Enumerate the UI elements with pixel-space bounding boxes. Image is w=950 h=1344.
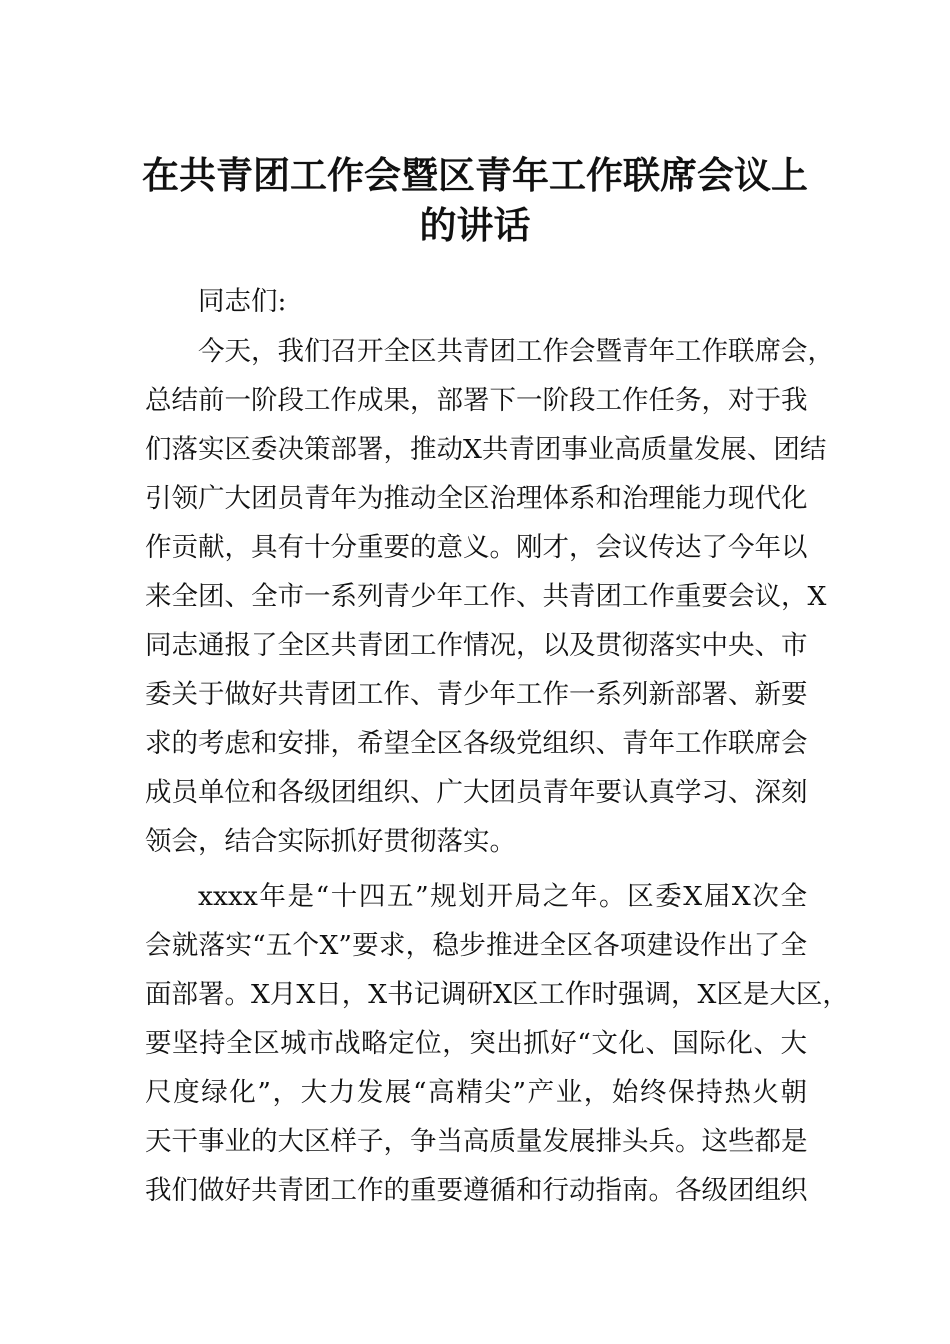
paragraph-line: 作贡献，具有十分重要的意义。刚才，会议传达了今年以	[145, 532, 808, 563]
title-line-1: 在共青团工作会暨区青年工作联席会议上	[142, 153, 808, 197]
paragraph-line: 尺度绿化”，大力发展“高精尖”产业，始终保持热火朝	[145, 1077, 807, 1108]
salutation: 同志们:	[198, 286, 287, 317]
paragraph-line: 们落实区委决策部署，推动X共青团事业高质量发展、团结	[145, 434, 827, 465]
paragraph-line: 要坚持全区城市战略定位，突出抓好“文化、国际化、大	[145, 1028, 807, 1059]
paragraph-line: 会就落实“五个X”要求，稳步推进全区各项建设作出了全	[145, 930, 807, 961]
title-line-2: 的讲话	[419, 203, 531, 247]
paragraph-line: 天干事业的大区样子，争当高质量发展排头兵。这些都是	[145, 1126, 808, 1157]
paragraph-line: 求的考虑和安排，希望全区各级党组织、青年工作联席会	[145, 728, 808, 759]
paragraph-line: 来全团、全市一系列青少年工作、共青团工作重要会议，X	[145, 581, 827, 612]
paragraph-line: 我们做好共青团工作的重要遵循和行动指南。各级团组织	[145, 1175, 808, 1206]
paragraph-line: 委关于做好共青团工作、青少年工作一系列新部署、新要	[145, 679, 808, 710]
paragraph-line: 面部署。X月X日，X书记调研X区工作时强调，X区是大区，	[145, 979, 849, 1010]
paragraph-line: 总结前一阶段工作成果，部署下一阶段工作任务，对于我	[145, 385, 808, 416]
paragraph-line: 领会，结合实际抓好贯彻落实。	[145, 826, 516, 857]
paragraph-line: 同志通报了全区共青团工作情况，以及贯彻落实中央、市	[145, 630, 808, 661]
paragraph-line: xxxx年是“十四五”规划开局之年。区委X届X次全	[198, 881, 807, 912]
paragraph-line: 成员单位和各级团组织、广大团员青年要认真学习、深刻	[145, 777, 808, 808]
paragraph-line: 引领广大团员青年为推动全区治理体系和治理能力现代化	[145, 483, 808, 514]
paragraph-line: 今天，我们召开全区共青团工作会暨青年工作联席会，	[198, 336, 834, 367]
